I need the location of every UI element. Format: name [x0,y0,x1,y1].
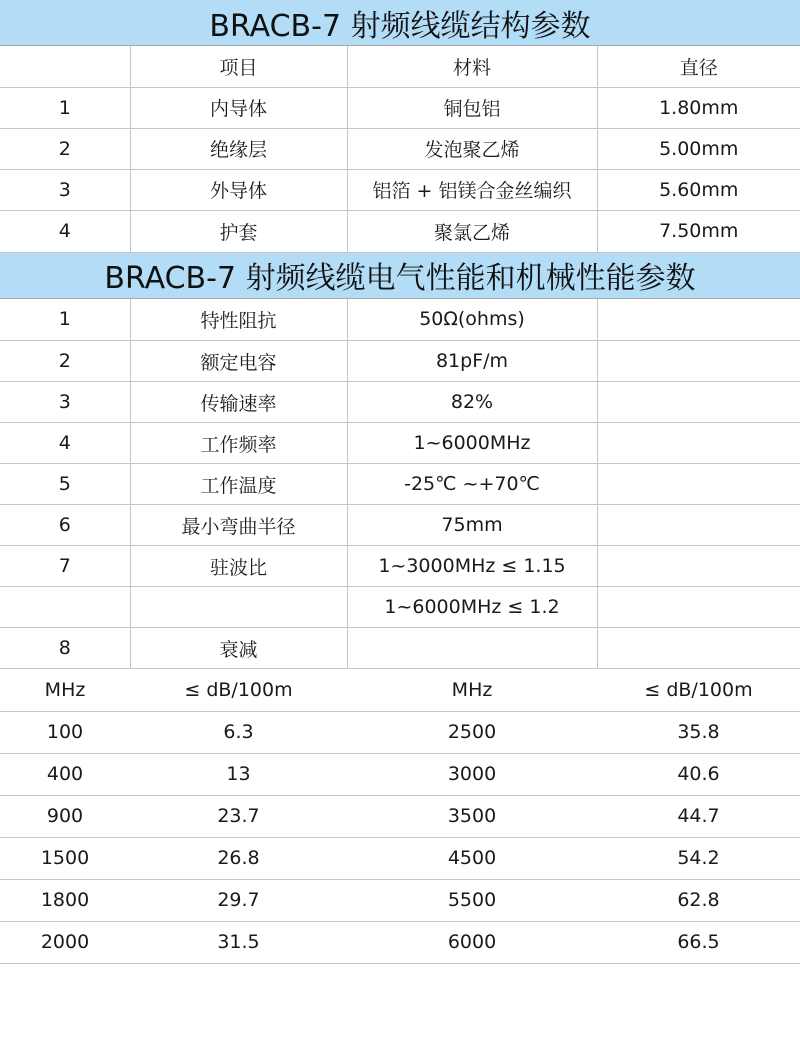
table-cell: 54.2 [597,837,800,879]
table-cell: 1 [0,299,130,341]
header-cell: ≤ dB/100m [597,669,800,711]
table-cell: 5 [0,464,130,505]
header-cell: 材料 [347,46,597,87]
table-cell [347,628,597,669]
table-cell: 工作频率 [130,423,347,464]
table-row [0,169,800,210]
table-cell: 铜包铝 [347,87,597,128]
table-cell: 5500 [347,879,597,921]
table-cell [597,546,800,587]
table-cell: 绝缘层 [130,128,347,169]
electrical-table [0,299,800,670]
table-cell: 35.8 [597,711,800,753]
table-row [0,87,800,128]
table-cell: 外导体 [130,169,347,210]
table-row [0,464,800,505]
table-cell: 2500 [347,711,597,753]
table-cell: 3000 [347,753,597,795]
table-cell: 44.7 [597,795,800,837]
table-cell [597,382,800,423]
table-cell: 内导体 [130,87,347,128]
table-cell: 额定电容 [130,341,347,382]
table-cell: 6000 [347,921,597,963]
header-cell [0,46,130,87]
structure-header-row [0,46,800,87]
header-cell: 项目 [130,46,347,87]
table-cell: 8 [0,628,130,669]
table-cell: -25℃ ~+70℃ [347,464,597,505]
table-cell: 1~3000MHz ≤ 1.15 [347,546,597,587]
table-cell: 40.6 [597,753,800,795]
table-cell: 5.60mm [597,169,800,210]
structure-table [0,46,800,253]
table-cell [597,423,800,464]
electrical-section-title: BRACB-7 射频线缆电气性能和机械性能参数 [0,253,800,299]
table-cell: 5.00mm [597,128,800,169]
table-row [0,546,800,587]
table-row [0,128,800,169]
table-cell: 2 [0,128,130,169]
table-row [0,210,800,252]
table-cell: 13 [130,753,347,795]
table-cell: 62.8 [597,879,800,921]
table-row [0,711,800,753]
table-cell: 50Ω(ohms) [347,299,597,341]
table-row [0,423,800,464]
table-row [0,382,800,423]
table-cell [0,587,130,628]
table-row [0,505,800,546]
table-row [0,879,800,921]
table-row [0,299,800,341]
table-cell: 3500 [347,795,597,837]
table-cell [597,464,800,505]
table-cell [130,587,347,628]
table-cell: 29.7 [130,879,347,921]
table-row [0,753,800,795]
table-cell: 2000 [0,921,130,963]
table-cell: 工作温度 [130,464,347,505]
header-cell: 直径 [597,46,800,87]
attenuation-table [0,669,800,964]
table-cell: 26.8 [130,837,347,879]
table-cell: 82% [347,382,597,423]
table-cell: 7 [0,546,130,587]
table-cell: 护套 [130,210,347,252]
table-cell: 传输速率 [130,382,347,423]
table-row [0,795,800,837]
table-cell: 81pF/m [347,341,597,382]
table-cell: 驻波比 [130,546,347,587]
table-cell: 7.50mm [597,210,800,252]
table-cell: 1800 [0,879,130,921]
table-cell: 6 [0,505,130,546]
table-row [0,587,800,628]
table-cell: 1 [0,87,130,128]
table-row [0,628,800,669]
header-cell: ≤ dB/100m [130,669,347,711]
table-cell: 900 [0,795,130,837]
table-cell: 最小弯曲半径 [130,505,347,546]
table-cell: 衰减 [130,628,347,669]
table-row [0,341,800,382]
table-cell: 6.3 [130,711,347,753]
table-cell [597,505,800,546]
table-cell: 400 [0,753,130,795]
table-cell: 特性阻抗 [130,299,347,341]
table-cell: 3 [0,382,130,423]
table-cell [597,341,800,382]
table-cell: 3 [0,169,130,210]
table-cell: 1~6000MHz ≤ 1.2 [347,587,597,628]
table-cell: 聚氯乙烯 [347,210,597,252]
table-cell: 铝箔 + 铝镁合金丝编织 [347,169,597,210]
table-cell: 1.80mm [597,87,800,128]
table-cell: 23.7 [130,795,347,837]
table-row [0,837,800,879]
table-cell: 66.5 [597,921,800,963]
table-cell: 100 [0,711,130,753]
header-cell: MHz [0,669,130,711]
structure-section-title: BRACB-7 射频线缆结构参数 [0,0,800,46]
table-cell [597,587,800,628]
table-cell: 1500 [0,837,130,879]
table-cell [597,299,800,341]
header-cell: MHz [347,669,597,711]
table-cell: 1~6000MHz [347,423,597,464]
table-cell [597,628,800,669]
table-cell: 2 [0,341,130,382]
table-cell: 31.5 [130,921,347,963]
table-cell: 4500 [347,837,597,879]
table-row [0,921,800,963]
table-cell: 75mm [347,505,597,546]
table-cell: 4 [0,423,130,464]
attenuation-header-row [0,669,800,711]
table-cell: 发泡聚乙烯 [347,128,597,169]
table-cell: 4 [0,210,130,252]
